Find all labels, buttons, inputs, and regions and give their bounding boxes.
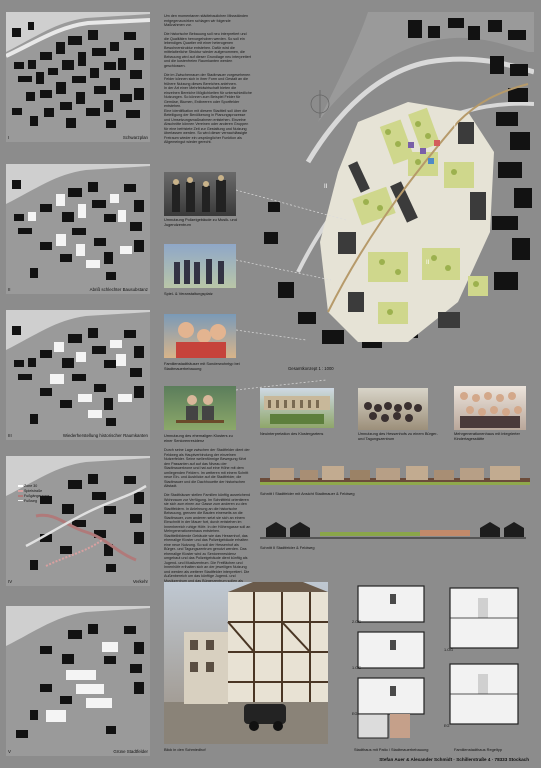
caption-generations-house: Mehrgenerationenhaus mit integrierter Kindertagesstätte	[454, 431, 520, 441]
caption-seniors: Umnutzung des ehemaligen Klosters zu einer Seniorenresidenz	[164, 433, 233, 443]
photo-hessenhof	[358, 388, 428, 430]
diagram-panel-abriss	[6, 164, 150, 294]
caption-monastery-garden: Neuinterpretation des Klostergartens	[260, 431, 324, 436]
plan-scale-label: Gesamtkonzept 1 : 1000	[288, 366, 334, 371]
floorplans-right-caption: Familienstadthaus Regeltyp	[454, 747, 503, 752]
photo-family	[164, 314, 236, 358]
panel-caption: Wiederherstellung historischer Raumkanten	[62, 433, 148, 438]
panel-number: II	[8, 287, 11, 292]
panel-caption: Schwarzplan	[122, 135, 148, 140]
photo-music-center	[164, 172, 236, 216]
diagram-panel-schwarzplan	[6, 12, 150, 142]
section-2-caption: Schnitt II Stadtfelder & Feldweg	[260, 545, 315, 550]
panel-caption: Grüne Stadtfelder	[113, 749, 148, 754]
floor-label: EG	[444, 724, 450, 728]
floor-label: EG	[352, 712, 358, 716]
photo-generations-house	[454, 386, 526, 430]
floorplans-left-caption: Stadthaus mit Patio / Stadtmauerbebauung	[354, 747, 429, 752]
floorplans-right	[442, 584, 526, 742]
section-elevation-1	[260, 462, 530, 488]
panel-number: I	[8, 135, 10, 140]
section-elevation-2	[260, 518, 526, 540]
plan-marker: II	[324, 184, 328, 190]
caption-family: Familienstadthäuser mit Sonderwohntyp bei Stadtmauerbebauung	[164, 361, 240, 371]
photo-street-view	[164, 582, 328, 744]
callout-lines	[236, 180, 356, 400]
section-1-caption: Schnitt I Stadtfelder mit Ansicht Stadtmauer & Feldweg	[260, 491, 355, 496]
photo-seniors	[164, 386, 236, 430]
diagram-panel-stadtfelder	[6, 606, 150, 756]
intro-text: Um den momentanen städtebaulichen Missständen entgegenzuwirken schlagen wir folgende Maßnahmen vor. Die historische Bebauung soll neu interpretiert und die Qualitäten hervorgehoben werden. So soll ein lebendiges Quartier mit einer heterogenen Bewohnerstruktur entstehen. Dafür wird die mittelalterliche Struktur wieder aufgenommen, die Bebauung wird auf dieser Grundlage neu interpretiert und die kostenfreien Raumkanten werden geschlossen. Die im Zwischenraum der Stadtmauer vorgesehenen Felder können sich in ihrer Form und Gestalt an die frühere Nutzung dieses Bereiches anlehnen. In der Art einer Mehrfeldwirtschaft bieten die einzelnen Bereiche Möglichkeiten für unterschiedliche Nutzungen. So können zum Beispiel Felder für Gemüse, Blumen, Erdbeeren oder Sportfelder entstehen. Eine Identifikation mit diesem Stadtteil soll über die Beteiligung der Bevölkerung in Planungsprozesse und Umsetzungsmaßnahmen entstehen. Einzelne Abschnitte können Vereinen oder anderen Gruppen für eine befristete Zeit zur Gestaltung und Nutzung überlassen werden. So wird dieser vernachlässigte Freiraum wieder ein ursprünglicher Funktion als Allgemeingut wieder gerecht.	[164, 14, 252, 144]
traffic-legend	[18, 484, 49, 504]
floor-label: 2.OG	[352, 620, 362, 624]
panel-number: V	[8, 749, 11, 754]
floor-label: 1.OG	[352, 666, 362, 670]
floor-label: 1.OG	[444, 648, 454, 652]
footer-credits: Stefan Auer & Alexander Schmidt · Schillerstraße 4 · 78333 Stockach	[379, 757, 529, 762]
black-plan-map	[6, 12, 150, 142]
traffic-map	[6, 456, 150, 586]
photo-play-square	[164, 244, 236, 288]
floorplans-left	[350, 584, 432, 742]
caption-street-view: Blick in den Schmiedhof	[164, 747, 206, 752]
legend-item: Zone 30	[24, 484, 38, 488]
panel-caption: Abriß schlechter Bausubstanz	[89, 287, 148, 292]
caption-music-center: Umnutzung Polizeigebäude zu Musik- und Jugendzentrum	[164, 217, 237, 227]
city-fields-map	[6, 606, 150, 756]
caption-hessenhof: Umnutzung des Hessenhofs zu einem Bürger- und Tagungszentrum	[358, 431, 438, 441]
panel-caption: Verkehr	[132, 579, 148, 584]
legend-item: Fußweg	[24, 499, 37, 503]
diagram-panel-verkehr	[6, 456, 150, 586]
panel-number: III	[8, 433, 12, 438]
legend-item: Fußgängerzone	[24, 494, 50, 498]
restored-edges-map	[6, 310, 150, 440]
panel-number: IV	[8, 579, 13, 584]
diagram-panel-raumkanten	[6, 310, 150, 440]
demolition-map	[6, 164, 150, 294]
caption-play-square: Spiel- & Veranstaltungsplatz	[164, 291, 213, 296]
plan-marker: II	[426, 260, 430, 266]
plan-marker: I	[454, 124, 456, 130]
legend-item: Spielstraße	[24, 489, 43, 493]
concept-text: Durch seine Lage zwischen der Stadtfelder dient der Feldweg als Hauptverbindung der einzelnen Nutzerfelder. Seine wellenförmige Bewegung führt den Passanten auf auf das Niveau der Stadtmauerkrone und hat auf eine Höhe mit dem umliegenden Feldern. Im weiteren mit einem Schritt neue Ein- und Ausblicke auf die Stadtfelder, die Stadtmauer und die Dachhouette der historischen Altstadt. Die Stadthäuser stellen Familien künftig ausreichend Wohnraum zur Verfügung. Im Schnittfeld orientieren sie sich zum einen zur Gasse zum anderen zu den Stadtfeldern. In Anlehnung an die historische Bebauung, grenzen die Bauten einerseits an die Stadtmauer, zum anderen setzt sie sich an einem Einschnitt in der Mauer fort, durch entstehen im Innenbereich ruhige Höfe. In der Höhengasse soll an Mehrgenerationenhaus entstehen. Stadtteilbildende Gebäude wie das Hessenhof, das ehemalige Kloster und das Polizeigebäude erhalten eine neue Nutzung. So soll der Hessenhof als Bürger- und Tagungszentrum genutzt werden. Das ehemalige Kloster wird zu Seniorenresidenz umgebaut und das Polizeigebäude dient künftig als Jugend- und Musikzentrum. Die Freiflächen und Innenhöfe erlhalten sich an der jeweiligen Nutzung und werden als weiterer Stadtfelder interpretiert. Die Außenbereich um das künftige Jugend- und Musikzentrum und das Bürgerzentrum sollen als	[164, 448, 251, 583]
